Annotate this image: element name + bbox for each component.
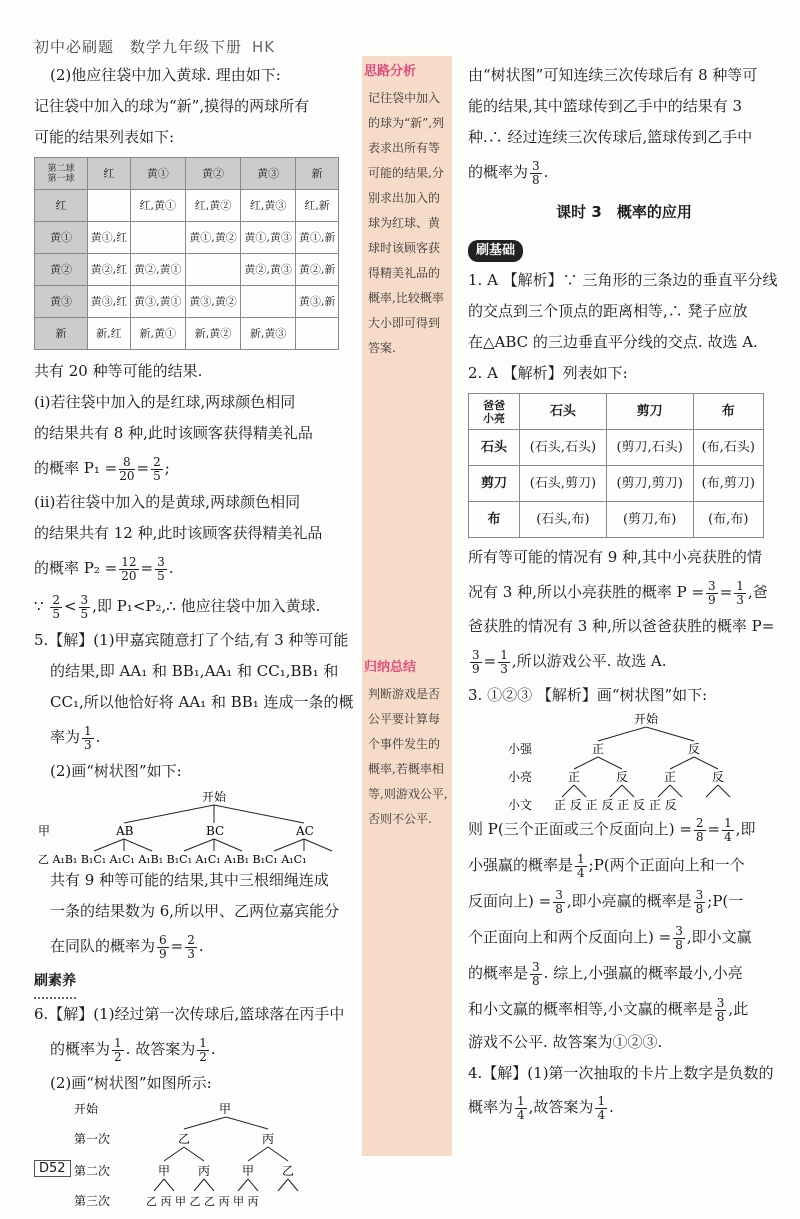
- table-header-cell: 黄②: [185, 158, 240, 190]
- text-line: 爸获胜的情况有 3 种,所以爸爸获胜的概率 P=: [468, 617, 775, 635]
- text-line: 游戏不公平. 故答案为①②③.: [468, 1033, 663, 1051]
- svg-text:丙: 丙: [262, 1132, 275, 1146]
- margin-notes: [362, 56, 452, 1156]
- tag-analysis: 思路分析: [364, 64, 417, 79]
- tree-diagram-q5: [34, 787, 354, 865]
- table-row: 新 新,红 新,黄① 新,黄② 新,黄③: [35, 318, 339, 350]
- game-table: 爸爸 小亮 石头 剪刀 布 石头 (石头,石头) (剪刀,石头) (布,石头) 剪刀 (石头,剪刀) (剪刀,剪刀) (布,剪刀) 布 (石头,布) (剪刀,布) (布,布): [468, 393, 764, 538]
- formula-line: 个正面向上和两个反面向上) = $\frac{3}{8}$ ,即小文赢: [468, 923, 752, 952]
- svg-text:开始: 开始: [634, 712, 659, 726]
- formula-line: 小强赢的概率是 $\frac{1}{4}$ ;P(两个正面向上和一个: [468, 851, 745, 880]
- formula-line: ∵ $\frac{2}{5}$ < $\frac{3}{5}$ ,即 P₁<P₂,∴ 他应往袋中加入黄球.: [34, 592, 321, 621]
- svg-text:小文: 小文: [508, 798, 533, 811]
- page-number: D52: [34, 1160, 71, 1177]
- svg-text:乙: 乙: [282, 1164, 295, 1178]
- text-line: 共有 20 种等可能的结果.: [34, 362, 203, 380]
- table-corner: 第二球 第一球: [35, 158, 88, 190]
- formula-line: 概率为 $\frac{1}{4}$ ,故答案为 $\frac{1}{4}$ .: [468, 1093, 614, 1122]
- left-column: [34, 60, 358, 1209]
- table-row: 黄③ 黄③,红 黄③,黄① 黄③,黄② 黄③,新: [35, 286, 339, 318]
- formula-line: 的概率 P₂ = $\frac{12}{20}$ = $\frac{3}{5}$ .: [34, 554, 174, 583]
- table-corner: 爸爸 小亮: [469, 394, 520, 430]
- svg-text:反: 反: [616, 770, 629, 784]
- svg-text:第一次: 第一次: [74, 1132, 111, 1146]
- text-line: (2)画“树状图”如图所示:: [50, 1074, 212, 1092]
- text-line: 的结果共有 12 种,此时该顾客获得精美礼品: [34, 524, 323, 542]
- svg-text:正: 正: [664, 770, 677, 784]
- question-2: 2. A 【解析】列表如下:: [468, 364, 628, 382]
- table-row: 石头 (石头,石头) (剪刀,石头) (布,石头): [469, 430, 764, 466]
- question-4: 4.【解】(1)第一次抽取的卡片上数字是负数的: [468, 1064, 774, 1082]
- text-line: 一条的结果数为 6,所以甲、乙两位嘉宾能分: [50, 902, 340, 920]
- text-line: 所有等可能的情况有 9 种,其中小亮获胜的情: [468, 548, 762, 566]
- formula-line: $\frac{3}{9}$ = $\frac{1}{3}$ ,所以游戏公平. 故选 A.: [472, 647, 667, 676]
- svg-text:反: 反: [712, 770, 725, 784]
- text-line: (2)画“树状图”如下:: [50, 762, 182, 780]
- table-row: 布 (石头,布) (剪刀,布) (布,布): [469, 502, 764, 538]
- svg-text:甲: 甲: [242, 1164, 255, 1178]
- question-5: 5.【解】(1)甲嘉宾随意打了个结,有 3 种等可能: [34, 631, 349, 649]
- svg-text:小亮: 小亮: [508, 770, 533, 784]
- svg-text:反: 反: [688, 742, 701, 756]
- right-column: [468, 60, 780, 1125]
- formula-line: 和小文赢的概率相等,小文赢的概率是 $\frac{3}{8}$ ,此: [468, 995, 749, 1024]
- lesson-title: 课时 3 概率的应用: [556, 203, 692, 221]
- header-title: 初中必刷题 数学九年级下册: [34, 38, 243, 56]
- table-row: 剪刀 (石头,剪刀) (剪刀,剪刀) (布,剪刀): [469, 466, 764, 502]
- svg-text:甲: 甲: [158, 1164, 171, 1178]
- text-line: CC₁,所以他恰好将 AA₁ 和 BB₁ 连成一条的概: [50, 693, 354, 711]
- text-line: (ⅱ)若往袋中加入的是黄球,两球颜色相同: [34, 493, 301, 511]
- text-line: 能的结果,其中篮球传到乙手中的结果有 3: [468, 97, 743, 115]
- outcome-table: [34, 157, 339, 350]
- table-row: 黄① 黄①,红 黄①,黄② 黄①,黄③ 黄①,新: [35, 222, 339, 254]
- svg-text:甲: 甲: [219, 1102, 232, 1116]
- table-row: 黄② 黄②,红 黄②,黄① 黄②,黄③ 黄②,新: [35, 254, 339, 286]
- svg-text:正 反 正 反 正 反 正 反: 正 反 正 反 正 反 正 反: [554, 798, 677, 811]
- formula-line: 的概率为 $\frac{3}{8}$ .: [468, 158, 549, 187]
- svg-text:AB: AB: [116, 824, 134, 838]
- table-header-cell: 黄③: [241, 158, 296, 190]
- svg-text:第三次: 第三次: [74, 1194, 111, 1208]
- text-line: 的交点到三个顶点的距离相等,∴ 凳子应放: [468, 302, 748, 320]
- svg-text:乙 丙 甲 乙 乙 丙 甲 丙: 乙 丙 甲 乙 乙 丙 甲 丙: [146, 1195, 259, 1208]
- svg-text:乙 A₁B₁ B₁C₁ A₁C₁ A₁B₁ B₁C₁ A₁C: 乙 A₁B₁ B₁C₁ A₁C₁ A₁B₁ B₁C₁ A₁C₁ A₁B₁ B₁C₁ A₁C₁: [38, 853, 307, 865]
- svg-text:乙: 乙: [178, 1132, 191, 1146]
- formula-line: 的概率为 $\frac{1}{2}$ . 故答案为 $\frac{1}{2}$ .: [50, 1035, 216, 1064]
- section-label: 刷素养: [34, 965, 358, 999]
- table-header-cell: 新: [296, 158, 339, 190]
- svg-text:开始: 开始: [74, 1102, 99, 1116]
- svg-text:BC: BC: [206, 824, 225, 838]
- tag-summary: 归纳总结: [364, 660, 417, 675]
- formula-line: 率为 $\frac{1}{3}$ .: [50, 723, 101, 752]
- table-header-cell: 黄①: [130, 158, 185, 190]
- page-header: [34, 36, 275, 57]
- text-line: 可能的结果列表如下:: [34, 128, 175, 146]
- note-summary: 判断游戏是否公平要计算每个事件发生的概率,若概率相等,则游戏公平,否则不公平.: [368, 687, 448, 826]
- formula-line: 反面向上) = $\frac{3}{8}$ ,即小亮赢的概率是 $\frac{3}{8}$ ;P(一: [468, 887, 744, 916]
- svg-text:AC: AC: [296, 824, 314, 838]
- formula-line: 的概率 P₁ = $\frac{8}{20}$ = $\frac{2}{5}$ ;: [34, 454, 170, 483]
- text-line: 种.∴ 经过连续三次传球后,篮球传到乙手中: [468, 128, 753, 146]
- formula-line: 的概率是 $\frac{3}{8}$ . 综上,小强赢的概率最小,小亮: [468, 959, 743, 988]
- table-row: 红 红,黄① 红,黄② 红,黄③ 红,新: [35, 190, 339, 222]
- tree-diagram-q3: [468, 711, 768, 811]
- text-line: 记往袋中加入的球为“新”,摸得的两球所有: [34, 97, 310, 115]
- text-line: (2)他应往袋中加入黄球. 理由如下:: [50, 66, 281, 84]
- header-code: HK: [252, 38, 276, 56]
- text-line: 由“树状图”可知连续三次传球后有 8 种等可: [468, 66, 758, 84]
- section-badge: 刷基础: [468, 234, 780, 265]
- text-line: 在△ABC 的三边垂直平分线的交点. 故选 A.: [468, 333, 758, 351]
- svg-text:丙: 丙: [198, 1164, 211, 1178]
- table-header-cell: 红: [88, 158, 131, 190]
- text-line: 的结果,即 AA₁ 和 BB₁,AA₁ 和 CC₁,BB₁ 和: [50, 662, 339, 680]
- question-6: 6.【解】(1)经过第一次传球后,篮球落在丙手中: [34, 1005, 345, 1023]
- text-line: 的结果共有 8 种,此时该顾客获得精美礼品: [34, 424, 313, 442]
- svg-text:正: 正: [568, 770, 581, 784]
- svg-text:小强: 小强: [508, 742, 533, 756]
- question-1: 1. A 【解析】∵ 三角形的三条边的垂直平分线: [468, 271, 778, 289]
- text-line: (ⅰ)若往袋中加入的是红球,两球颜色相同: [34, 393, 296, 411]
- svg-text:第二次: 第二次: [74, 1164, 111, 1178]
- text-line: 共有 9 种等可能的结果,其中三根细绳连成: [50, 871, 329, 889]
- note-analysis: 记往袋中加入的球为“新”,列表求出所有等可能的结果,分别求出加入的球为红球、黄球时该顾客获得精美礼品的概率,比较概率大小即可得到答案.: [368, 91, 445, 355]
- svg-text:甲: 甲: [38, 824, 51, 838]
- svg-text:正: 正: [592, 742, 605, 756]
- formula-line: 况有 3 种,所以小亮获胜的概率 P = $\frac{3}{9}$ = $\frac{1}{3}$ ,爸: [468, 578, 768, 607]
- formula-line: 在同队的概率为 $\frac{6}{9}$ = $\frac{2}{3}$ .: [50, 932, 204, 961]
- formula-line: 则 P(三个正面或三个反面向上) = $\frac{2}{8}$ = $\frac{1}{4}$ ,即: [468, 815, 756, 844]
- tree-diagram-q6: [34, 1099, 354, 1209]
- question-3: 3. ①②③ 【解析】画“树状图”如下:: [468, 686, 708, 704]
- svg-text:开始: 开始: [202, 790, 227, 804]
